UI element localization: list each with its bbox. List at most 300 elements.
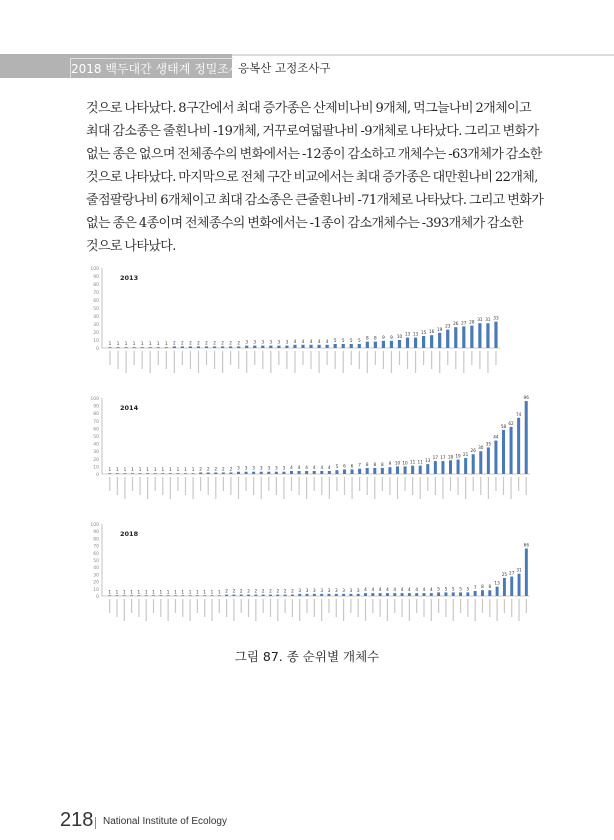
data-label: 3 <box>253 339 257 345</box>
x-tick-label <box>109 599 110 613</box>
data-label: 1 <box>164 341 168 347</box>
bar <box>459 592 462 596</box>
body-line: 줄점팔랑나비 6개체이고 최대 감소종은 큰줄흰나비 -71개체로 나타났다. 그리고 변화가 <box>86 193 544 208</box>
data-label: 2 <box>222 466 225 472</box>
data-label: 1 <box>166 589 170 595</box>
bar <box>446 330 449 348</box>
bar <box>328 471 331 474</box>
y-tick-label: 40 <box>93 442 99 448</box>
bar <box>293 345 296 348</box>
data-label: 1 <box>191 467 195 473</box>
data-label: 1 <box>188 589 192 595</box>
x-tick-label <box>518 599 519 621</box>
x-tick-label <box>336 599 337 617</box>
data-label: 2 <box>247 588 250 594</box>
bar <box>449 460 452 474</box>
bar <box>441 461 444 474</box>
x-tick-label <box>526 477 527 495</box>
x-tick-label <box>412 477 413 495</box>
data-label: 2 <box>276 588 280 594</box>
data-label: 3 <box>298 587 302 593</box>
bar <box>342 594 345 596</box>
data-label: 1 <box>196 589 199 595</box>
x-tick-label <box>374 477 375 499</box>
x-tick-label <box>255 599 256 621</box>
data-label: 7 <box>358 462 361 468</box>
x-tick-label <box>416 599 417 613</box>
x-tick-label <box>327 351 328 365</box>
data-label: 25 <box>501 572 508 577</box>
x-tick-label <box>222 351 223 373</box>
data-label: 2 <box>205 340 208 346</box>
bar <box>496 587 499 596</box>
data-label: 31 <box>485 317 491 323</box>
x-tick-label <box>314 599 315 617</box>
data-label: 3 <box>245 339 249 345</box>
data-label: 4 <box>297 464 301 470</box>
bar <box>334 344 337 348</box>
x-tick-label <box>219 599 220 613</box>
data-label: 5 <box>333 338 337 343</box>
data-label: 2 <box>254 588 258 594</box>
bar <box>466 592 469 596</box>
x-tick-label <box>185 477 186 495</box>
x-tick-label <box>230 477 231 495</box>
x-tick-label <box>124 477 125 499</box>
data-label: 3 <box>356 587 360 593</box>
bar <box>393 593 396 596</box>
x-tick-label <box>473 477 474 491</box>
x-tick-label <box>230 351 231 365</box>
x-tick-label <box>401 599 402 617</box>
x-tick-label <box>482 599 483 613</box>
data-label: 3 <box>334 587 338 593</box>
x-tick-label <box>214 351 215 369</box>
bar <box>291 595 294 596</box>
bar <box>149 347 152 348</box>
data-label: 3 <box>320 587 323 593</box>
x-tick-label <box>182 599 183 617</box>
x-tick-label <box>198 351 199 373</box>
x-tick-label <box>423 599 424 617</box>
bar <box>474 591 477 596</box>
data-label: 1 <box>122 589 126 595</box>
x-tick-label <box>453 599 454 621</box>
data-label: 16 <box>428 329 435 335</box>
x-tick-label <box>270 599 271 617</box>
x-tick-label <box>442 477 443 499</box>
bar <box>379 593 382 596</box>
x-tick-label <box>335 351 336 369</box>
bar <box>502 430 505 474</box>
x-tick-label <box>254 351 255 365</box>
bar <box>108 473 111 474</box>
x-tick-label <box>503 477 504 495</box>
x-tick-label <box>427 477 428 491</box>
data-label: 8 <box>365 335 369 341</box>
bar <box>350 344 353 348</box>
x-tick-label <box>465 477 466 499</box>
bar <box>252 472 255 474</box>
data-label: 1 <box>176 467 180 473</box>
x-tick-label <box>166 351 167 369</box>
data-label: 1 <box>210 589 214 595</box>
x-tick-label <box>238 351 239 369</box>
y-tick-label: 60 <box>93 427 99 433</box>
x-tick-label <box>302 351 303 365</box>
bar <box>382 341 385 348</box>
x-tick-label <box>391 351 392 373</box>
chart-2014 <box>86 392 536 512</box>
bar <box>124 347 127 348</box>
x-tick-label <box>306 599 307 613</box>
x-tick-label <box>394 599 395 613</box>
data-label: 4 <box>312 464 316 470</box>
bar <box>290 471 293 474</box>
data-label: 3 <box>261 339 265 345</box>
bar <box>176 473 179 474</box>
data-label: 3 <box>342 587 345 593</box>
bar <box>320 471 323 474</box>
x-tick-label <box>150 351 151 373</box>
data-label: 1 <box>174 589 177 595</box>
y-tick-label: 70 <box>93 419 99 425</box>
y-tick-label: 10 <box>93 465 99 471</box>
x-tick-label <box>310 351 311 369</box>
bar <box>444 592 447 596</box>
bar <box>481 590 484 596</box>
bar <box>305 471 308 474</box>
y-tick-label: 10 <box>93 339 99 344</box>
bar <box>419 466 422 474</box>
x-tick-label <box>283 477 284 499</box>
y-tick-label: 30 <box>93 450 99 456</box>
bar <box>351 469 354 474</box>
bar <box>116 347 119 348</box>
bar <box>229 472 232 474</box>
chart-title: 2013 <box>120 274 139 282</box>
data-label: 10 <box>394 460 401 466</box>
bar <box>237 346 240 348</box>
bar <box>438 333 441 348</box>
data-label: 5 <box>459 586 462 592</box>
data-label: 1 <box>140 341 144 347</box>
x-tick-label <box>116 599 117 617</box>
data-label: 4 <box>386 587 389 593</box>
x-tick-label <box>495 477 496 491</box>
data-label: 35 <box>485 441 492 447</box>
y-tick-label: 70 <box>93 544 99 550</box>
bar <box>261 346 264 348</box>
data-label: 96 <box>523 395 529 401</box>
bar <box>518 574 521 596</box>
x-tick-label <box>447 351 448 365</box>
y-tick-label: 100 <box>90 397 99 402</box>
x-tick-label <box>292 599 293 617</box>
bar <box>152 595 155 596</box>
data-label: 1 <box>137 589 141 595</box>
y-tick-label: 20 <box>93 331 99 336</box>
x-tick-label <box>380 599 381 617</box>
x-tick-label <box>278 351 279 365</box>
body-line: 것으로 나타났다. 마지막으로 전체 구간 비교에서는 최대 증가종은 대만흰나비 22개체, <box>86 170 538 185</box>
data-label: 3 <box>282 465 286 471</box>
x-tick-label <box>182 351 183 365</box>
page-number: 218 <box>60 809 94 831</box>
data-label: 3 <box>267 465 271 471</box>
bar <box>207 472 210 474</box>
x-tick-label <box>215 477 216 499</box>
data-label: 1 <box>144 589 148 595</box>
data-label: 8 <box>373 461 377 467</box>
data-label: 2 <box>181 340 184 346</box>
data-label: 4 <box>305 464 308 470</box>
data-label: 2 <box>199 466 202 472</box>
y-tick-label: 50 <box>93 307 99 312</box>
data-label: 1 <box>124 341 128 347</box>
x-tick-label <box>497 599 498 621</box>
y-tick-label: 0 <box>96 347 99 352</box>
y-tick-label: 40 <box>93 566 99 572</box>
x-tick-label <box>175 599 176 613</box>
bar <box>184 473 187 474</box>
bar <box>221 346 224 348</box>
x-tick-label <box>117 477 118 495</box>
data-label: 2 <box>206 466 210 472</box>
bar <box>284 595 287 596</box>
bar <box>146 473 149 474</box>
bar <box>415 593 418 596</box>
x-tick-label <box>192 477 193 499</box>
x-tick-label <box>109 351 110 365</box>
bar <box>123 473 126 474</box>
data-label: 3 <box>244 465 248 471</box>
bar <box>260 472 263 474</box>
bar <box>478 323 481 348</box>
x-tick-label <box>343 351 344 373</box>
x-tick-label <box>174 351 175 373</box>
x-tick-label <box>291 477 292 491</box>
bar <box>320 594 323 596</box>
data-label: 5 <box>466 586 470 592</box>
bar <box>494 441 497 474</box>
data-label: 4 <box>408 587 411 593</box>
bar <box>137 595 140 596</box>
data-label: 23 <box>445 323 451 329</box>
x-tick-label <box>197 599 198 613</box>
data-label: 1 <box>108 589 111 595</box>
x-tick-label <box>270 351 271 373</box>
x-tick-label <box>399 351 400 365</box>
bar <box>189 346 192 348</box>
x-tick-label <box>383 351 384 369</box>
data-label: 1 <box>148 341 152 347</box>
bar <box>426 464 429 474</box>
data-label: 1 <box>116 341 120 347</box>
x-tick-label <box>504 599 505 613</box>
data-label: 4 <box>325 338 329 344</box>
x-tick-label <box>435 477 436 495</box>
bar <box>229 346 232 348</box>
figure-caption: 그림 87. 종 순위별 개체수 <box>234 649 380 664</box>
bar <box>245 472 248 474</box>
data-label: 4 <box>371 587 375 593</box>
data-label: 9 <box>390 334 393 340</box>
x-tick-label <box>124 599 125 621</box>
bar <box>133 347 136 348</box>
x-tick-label <box>423 351 424 365</box>
x-tick-label <box>489 599 490 617</box>
bar <box>510 427 513 474</box>
x-tick-label <box>518 477 519 491</box>
y-tick-label: 100 <box>90 523 99 528</box>
bar <box>232 595 235 596</box>
header-rule <box>232 54 614 56</box>
y-tick-label: 10 <box>93 587 99 593</box>
x-tick-label <box>286 351 287 369</box>
x-tick-label <box>438 599 439 613</box>
bar <box>487 447 490 474</box>
bar <box>437 592 440 596</box>
chart-2013 <box>86 262 506 387</box>
bar <box>108 595 111 596</box>
data-label: 13 <box>412 331 419 337</box>
data-label: 1 <box>152 589 155 595</box>
data-label: 3 <box>313 587 316 593</box>
bar <box>108 347 111 348</box>
bar <box>181 346 184 348</box>
data-label: 33 <box>493 315 499 321</box>
data-label: 2 <box>189 340 192 346</box>
bar <box>366 342 369 348</box>
data-label: 11 <box>417 459 423 465</box>
x-tick-label <box>455 351 456 369</box>
bar <box>452 592 455 596</box>
data-label: 66 <box>523 542 530 548</box>
bar <box>390 341 393 348</box>
x-tick-label <box>142 351 143 369</box>
data-label: 5 <box>444 586 448 592</box>
bar <box>408 593 411 596</box>
x-tick-label <box>170 477 171 499</box>
x-tick-label <box>375 351 376 365</box>
data-label: 58 <box>500 423 507 429</box>
x-tick-label <box>318 351 319 373</box>
x-tick-label <box>223 477 224 491</box>
bar <box>517 418 520 474</box>
y-tick-label: 0 <box>96 473 99 478</box>
data-label: 8 <box>488 584 492 590</box>
bar <box>396 466 399 474</box>
bar <box>358 344 361 348</box>
data-label: 26 <box>453 321 459 327</box>
bar <box>253 346 256 348</box>
bar <box>454 327 457 348</box>
y-tick-label: 100 <box>90 267 99 272</box>
data-label: 27 <box>461 320 467 326</box>
bar <box>165 347 168 348</box>
bar <box>277 346 280 348</box>
bar <box>313 471 316 474</box>
bar <box>298 471 301 474</box>
bar <box>374 342 377 348</box>
data-label: 28 <box>469 319 475 325</box>
bar <box>371 593 374 596</box>
x-tick-label <box>350 599 351 613</box>
bar <box>343 469 346 474</box>
y-tick-label: 20 <box>93 580 99 586</box>
x-tick-label <box>480 477 481 495</box>
data-label: 31 <box>516 567 522 573</box>
y-tick-label: 90 <box>93 275 99 280</box>
data-label: 13 <box>425 458 431 464</box>
bar <box>411 466 414 474</box>
x-tick-label <box>132 477 133 491</box>
data-label: 5 <box>357 338 361 343</box>
y-tick-label: 50 <box>93 559 99 564</box>
x-tick-label <box>262 351 263 369</box>
x-tick-label <box>359 477 360 491</box>
x-tick-label <box>367 477 368 495</box>
x-tick-label <box>158 351 159 365</box>
x-tick-label <box>208 477 209 495</box>
body-line: 없는 종은 없으며 전체종수의 변화에서는 -12종이 감소하고 개체수는 -63개체가 감소한 <box>86 147 542 162</box>
data-label: 44 <box>493 434 499 440</box>
bar <box>167 595 170 596</box>
y-tick-label: 20 <box>93 457 99 463</box>
footer-separator <box>95 817 96 829</box>
bar <box>386 593 389 596</box>
x-tick-label <box>245 477 246 491</box>
bar <box>159 595 162 596</box>
x-tick-label <box>146 599 147 621</box>
body-line: 최대 감소종은 줄흰나비 -19개체, 거꾸로여덟팔나비 -9개체로 나타났다. 그리고 변화가 <box>86 124 539 139</box>
data-label: 15 <box>420 330 427 335</box>
bar <box>116 473 119 474</box>
x-tick-label <box>329 477 330 499</box>
data-label: 2 <box>173 340 176 346</box>
data-label: 1 <box>181 589 185 595</box>
bar <box>404 466 407 474</box>
x-tick-label <box>160 599 161 617</box>
data-label: 2 <box>229 340 232 346</box>
data-label: 8 <box>365 461 369 467</box>
bar <box>205 346 208 348</box>
y-tick-label: 30 <box>93 573 99 579</box>
x-tick-label <box>467 599 468 617</box>
bar <box>328 594 331 596</box>
bar <box>237 472 240 474</box>
x-tick-label <box>439 351 440 373</box>
bar <box>525 548 528 596</box>
data-label: 31 <box>477 317 483 323</box>
bar <box>313 594 316 596</box>
data-label: 1 <box>131 467 134 473</box>
x-tick-label <box>226 599 227 617</box>
data-label: 18 <box>447 454 454 460</box>
data-label: 4 <box>328 464 331 470</box>
x-tick-label <box>153 599 154 613</box>
x-tick-label <box>285 599 286 613</box>
x-tick-label <box>134 351 135 365</box>
y-tick-label: 80 <box>93 283 99 288</box>
x-tick-label <box>126 351 127 373</box>
bar <box>189 595 192 596</box>
bar <box>366 468 369 474</box>
body-line: 것으로 나타났다. <box>86 239 176 254</box>
bar <box>240 595 243 596</box>
data-label: 8 <box>481 584 484 590</box>
